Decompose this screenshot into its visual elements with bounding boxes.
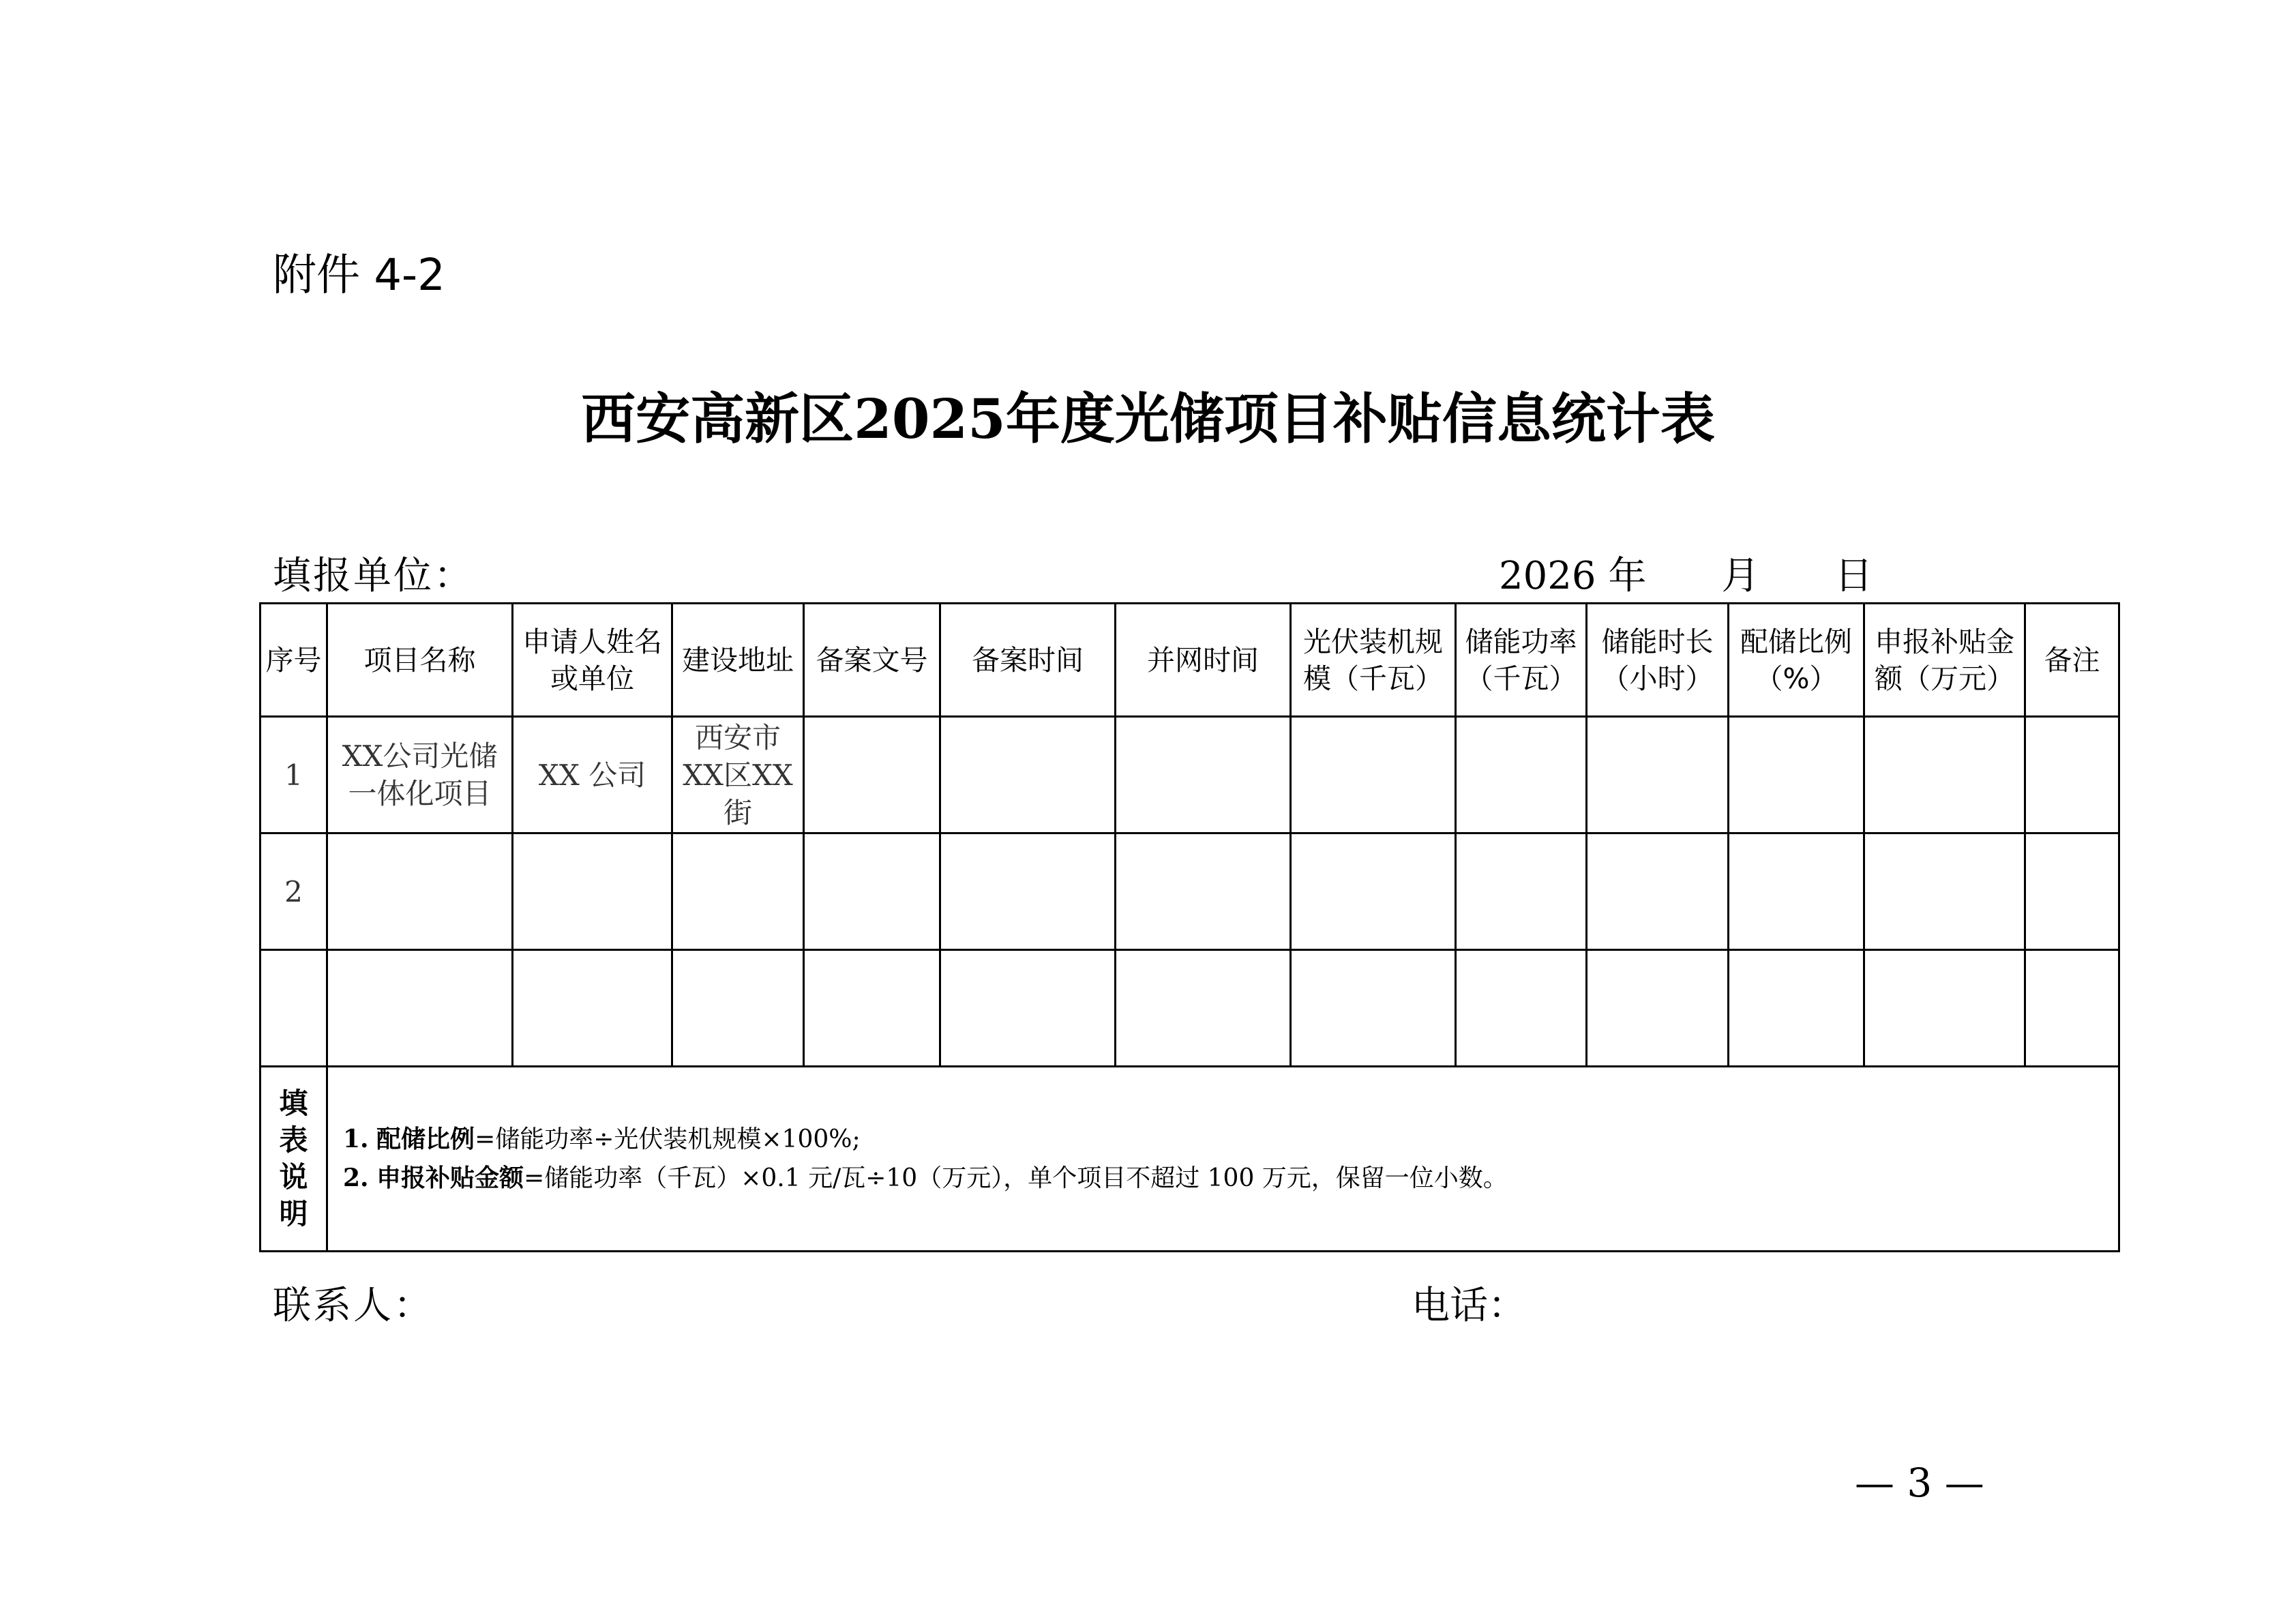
table-cell: 1	[260, 717, 327, 833]
page-number: — 3 —	[1855, 1460, 1984, 1506]
notes-row	[260, 1067, 2119, 1252]
table-cell	[1587, 950, 1729, 1067]
date-year: 2026 年	[1499, 554, 1647, 598]
table-cell	[1456, 717, 1587, 833]
table-cell	[1456, 833, 1587, 950]
note-term: 配储比例	[376, 1125, 475, 1153]
notes-label	[260, 1067, 327, 1252]
table-cell	[1864, 717, 2025, 833]
header-cell: 项目名称	[327, 604, 513, 717]
header-cell: 储能功率（千瓦）	[1456, 604, 1587, 717]
table-cell: 2	[260, 833, 327, 950]
table-cell: XX公司光储一体化项目	[327, 717, 513, 833]
note-line	[343, 1120, 2114, 1159]
table-cell	[940, 717, 1116, 833]
note-line	[343, 1159, 2114, 1198]
table-cell	[1729, 950, 1864, 1067]
table-cell: XX 公司	[513, 717, 672, 833]
attachment-label: 附件 4-2	[273, 250, 445, 301]
table-row	[260, 950, 2119, 1067]
table-cell	[1291, 717, 1456, 833]
table-cell	[804, 950, 940, 1067]
table-header-row	[260, 604, 2119, 717]
notes-label-char: 表	[279, 1123, 308, 1157]
phone-label: 电话：	[1412, 1284, 1526, 1328]
table-cell	[672, 833, 804, 950]
table-cell	[327, 833, 513, 950]
header-cell: 并网时间	[1116, 604, 1291, 717]
table-row	[260, 717, 2119, 833]
notes-text	[327, 1067, 2119, 1252]
notes-label-char: 说	[279, 1160, 308, 1194]
page-title: 西安高新区2025年度光储项目补贴信息统计表	[581, 387, 1715, 451]
table-cell	[1456, 950, 1587, 1067]
contact-label: 联系人：	[273, 1284, 434, 1328]
header-cell: 储能时长（小时）	[1587, 604, 1729, 717]
table-cell	[1116, 950, 1291, 1067]
header-cell: 备案时间	[940, 604, 1116, 717]
table-cell	[1864, 833, 2025, 950]
table-cell	[672, 950, 804, 1067]
note-number: 1.	[343, 1125, 369, 1153]
table-cell	[1116, 717, 1291, 833]
header-cell: 备案文号	[804, 604, 940, 717]
table-cell	[1291, 950, 1456, 1067]
table-cell	[513, 950, 672, 1067]
table-cell	[2025, 717, 2119, 833]
notes-label-char: 明	[279, 1197, 308, 1230]
table-cell	[804, 717, 940, 833]
table-cell	[2025, 950, 2119, 1067]
fill-date	[1499, 546, 1873, 600]
header-cell: 申报补贴金额（万元）	[1864, 604, 2025, 717]
table-cell	[2025, 833, 2119, 950]
table-cell	[940, 950, 1116, 1067]
table-cell	[804, 833, 940, 950]
table-cell	[1729, 833, 1864, 950]
header-cell: 备注	[2025, 604, 2119, 717]
table-cell	[1729, 717, 1864, 833]
table-cell	[1587, 717, 1729, 833]
header-cell: 建设地址	[672, 604, 804, 717]
header-cell: 光伏装机规模（千瓦）	[1291, 604, 1456, 717]
header-cell: 配储比例（%）	[1729, 604, 1864, 717]
table-cell	[513, 833, 672, 950]
table-row	[260, 833, 2119, 950]
table-cell: 西安市XX区XX街	[672, 717, 804, 833]
note-term: 申报补贴金额	[376, 1164, 524, 1192]
header-cell: 申请人姓名或单位	[513, 604, 672, 717]
table-cell	[1587, 833, 1729, 950]
table-cell	[1291, 833, 1456, 950]
subsidy-statistics-table	[259, 602, 2120, 1252]
table-cell	[940, 833, 1116, 950]
date-month: 月	[1721, 554, 1760, 598]
notes-label-char: 填	[279, 1087, 308, 1120]
note-text: =储能功率（千瓦）×0.1 元/瓦÷10（万元），单个项目不超过 100 万元，保留一位小数。	[524, 1164, 1508, 1192]
table-cell	[260, 950, 327, 1067]
note-text: =储能功率÷光伏装机规模×100%;	[475, 1125, 861, 1153]
table-cell	[1864, 950, 2025, 1067]
note-number: 2.	[343, 1164, 369, 1192]
table-cell	[327, 950, 513, 1067]
filler-unit-label: 填报单位：	[273, 554, 474, 598]
table-cell	[1116, 833, 1291, 950]
header-cell: 序号	[260, 604, 327, 717]
date-day: 日	[1834, 554, 1873, 598]
